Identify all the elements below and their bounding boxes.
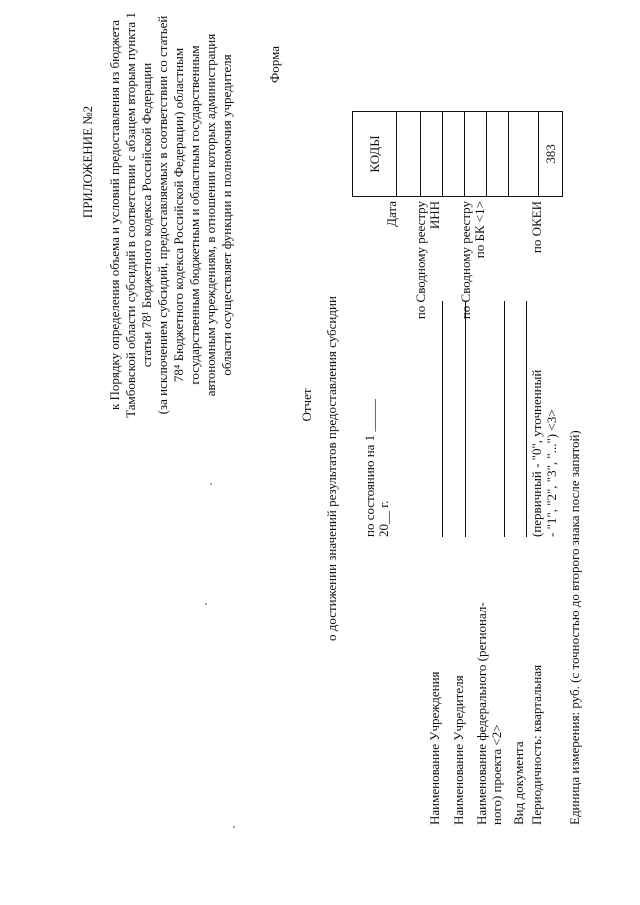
codes-cell-bk (487, 112, 509, 197)
report-title: Отчет (299, 388, 314, 422)
doc-type-underline (526, 301, 527, 537)
field-founder: Наименование Учредителя (451, 675, 466, 825)
periodicity-note-line-2: - "1", "2", "3", "...") <3> (544, 409, 559, 537)
institution-underline (442, 301, 443, 537)
codes-table (352, 111, 563, 197)
report-subtitle: о достижении значений результатов предоставления субсидии (324, 296, 339, 641)
periodicity-note-line-1: (первичный - "0", уточненный (529, 369, 544, 537)
appendix-line-3: статьи 78¹ Бюджетного кодекса Российской Федерации (139, 62, 154, 368)
appendix-line-6: государственным бюджетным и областным государственным (187, 45, 202, 385)
code-label-registry-1: по Сводному реестру (413, 201, 428, 320)
code-label-okei: по ОКЕИ (529, 201, 544, 254)
appendix-line-2: Тамбовской области субсидий в соответствии с абзацем вторым пункта 1 (123, 12, 138, 418)
appendix-line-4: (за исключением субсидий, предоставляемых в соответствии со статьей (155, 15, 170, 415)
field-periodicity: Периодичность: квартальная (529, 664, 544, 825)
project-underline (504, 301, 505, 537)
field-project-line-2: ного) проекта <2> (489, 724, 504, 825)
codes-cell-date (397, 112, 421, 197)
field-project-line-1: Наименование федерального (регионал- (474, 602, 489, 825)
scan-speck (233, 826, 235, 828)
field-doc-type: Вид документа (511, 741, 526, 825)
codes-cell-okei: 383 (539, 112, 563, 197)
code-label-bk: по БК <1> (472, 201, 487, 259)
appendix-line-1: к Порядку определения объема и условий предоставления из бюджета (107, 19, 122, 411)
appendix-line-7: автономным учреждениям, в отношении которых администрация (203, 33, 218, 397)
form-label: Форма (267, 46, 282, 83)
scan-speck (210, 483, 212, 485)
code-label-date: Дата (384, 201, 399, 227)
report-year: 20__ г. (376, 500, 391, 537)
field-institution: Наименование Учреждения (427, 671, 442, 825)
founder-underline (465, 301, 466, 537)
report-as-of: по состоянию на 1 _____ (362, 399, 377, 537)
code-label-registry-2: по Сводному реестру (458, 201, 473, 320)
appendix-title: ПРИЛОЖЕНИЕ №2 (80, 105, 95, 219)
code-label-inn: ИНН (427, 201, 442, 230)
scan-speck (205, 603, 207, 605)
codes-cell-empty (509, 112, 539, 197)
codes-cell-registry-2 (465, 112, 487, 197)
appendix-line-5: 78⁴ Бюджетного кодекса Российской Федерации) областным (171, 47, 186, 383)
field-unit: Единица измерения: руб. (с точностью до второго знака после запятой) (567, 430, 582, 825)
appendix-line-8: области осуществляет функции и полномочия учредителя (219, 54, 234, 376)
codes-header: КОДЫ (353, 112, 397, 197)
codes-cell-inn (443, 112, 465, 197)
codes-cell-registry-1 (421, 112, 443, 197)
